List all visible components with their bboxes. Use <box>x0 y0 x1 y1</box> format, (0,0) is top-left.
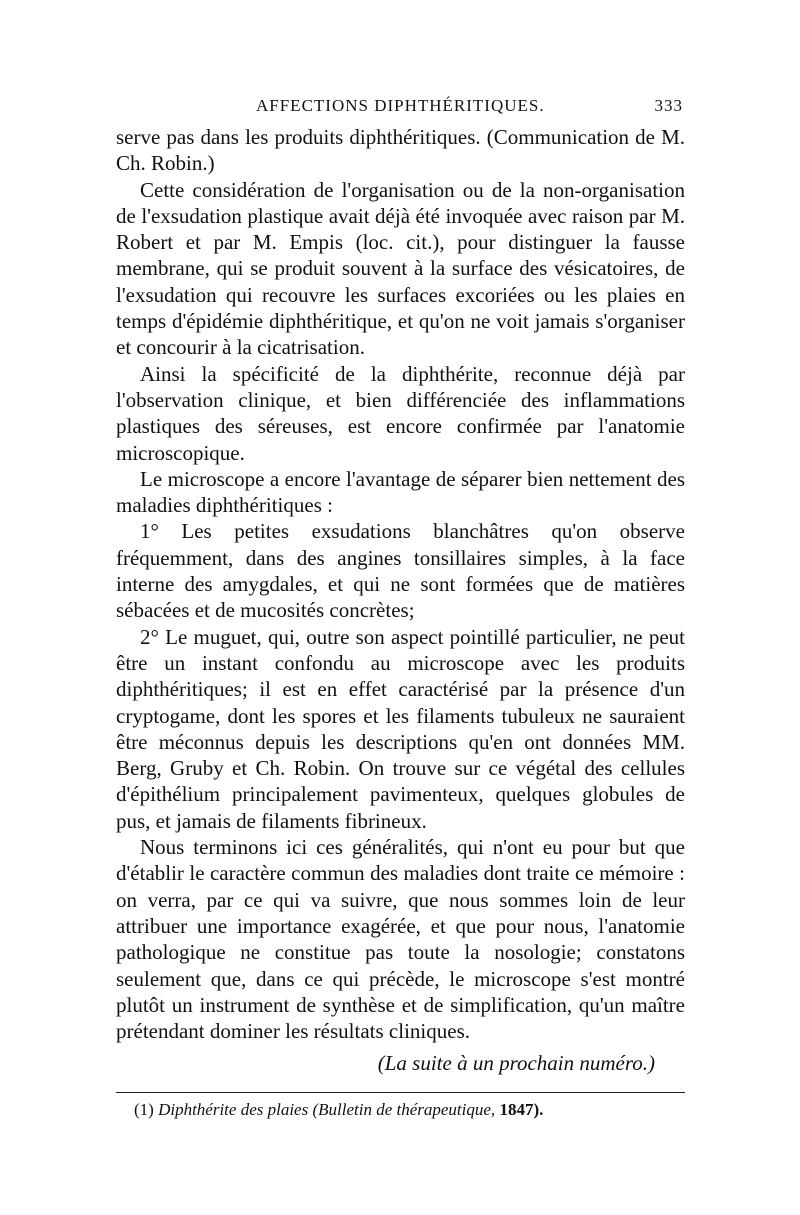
paragraph: Le microscope a encore l'avantage de séparer bien nettement des maladies diphthéritiques : <box>116 466 685 518</box>
footnote-divider <box>116 1092 685 1093</box>
body-text <box>116 124 685 1044</box>
paragraph: Ainsi la spécificité de la diphthérite, reconnue déjà par l'observation clinique, et bien différenciée des inflammations plastiques des séreuses, est encore confirmée par l'anatomie microscopique. <box>116 361 685 465</box>
footnote-text: Diphthérite des plaies (Bulletin de thérapeutique, <box>158 1100 496 1120</box>
footnote-mark: (1) <box>134 1100 154 1120</box>
running-title: AFFECTIONS DIPHTHÉRITIQUES. <box>256 96 545 115</box>
footnote-year: 1847). <box>499 1100 544 1120</box>
paragraph-continuation: serve pas dans les produits diphthéritiques. (Communication de M. Ch. Robin.) <box>116 125 685 176</box>
continuation-note: (La suite à un prochain numéro.) <box>377 1051 655 1076</box>
running-head <box>116 96 685 118</box>
footnote <box>116 1099 685 1121</box>
page-number: 333 <box>654 96 683 115</box>
list-item-2: 2° Le muguet, qui, outre son aspect pointillé particulier, ne peut être un instant confondu au microscope avec les produits diphthéritiques; il est en effet caractérisé par la présence d'un cryptogame, dont les spores et les filaments tubuleux ne sauraient être méconnus depuis les descriptions qu'en ont données MM. Berg, Gruby et Ch. Robin. On trouve sur ce végétal des cellules d'épithélium principalement pavimenteux, quelques globules de pus, et jamais de filaments fibrineux. <box>116 624 685 833</box>
paragraph: Cette considération de l'organisation ou de la non-organisation de l'exsudation plastique avait déjà été invoquée avec raison par M. Robert et par M. Empis (loc. cit.), pour distinguer la fausse membrane, qui se produit souvent à la surface des vésicatoires, de l'exsudation qui recouvre les surfaces excoriées ou les plaies en temps d'épidémie diphthéritique, et qu'on ne voit jamais s'organiser et concourir à la cicatrisation. <box>116 177 685 360</box>
paragraph: Nous terminons ici ces généralités, qui n'ont eu pour but que d'établir le caractère commun des maladies dont traite ce mémoire : on verra, par ce qui va suivre, que nous sommes loin de leur attribuer une importance exagérée, et que pour nous, l'anatomie pathologique ne constitue pas toute la nosologie; constatons seulement que, dans ce qui précède, le microscope s'est montré plutôt un instrument de synthèse et de simplification, qu'un maître prétendant dominer les résultats cliniques. <box>116 835 685 1044</box>
list-item-1: 1° Les petites exsudations blanchâtres qu'on observe fréquemment, dans des angines tonsillaires simples, à la face interne des amygdales, et qui ne sont formées que de matières sébacées et de mucosités concrètes; <box>116 519 685 623</box>
document-page <box>116 96 685 1121</box>
